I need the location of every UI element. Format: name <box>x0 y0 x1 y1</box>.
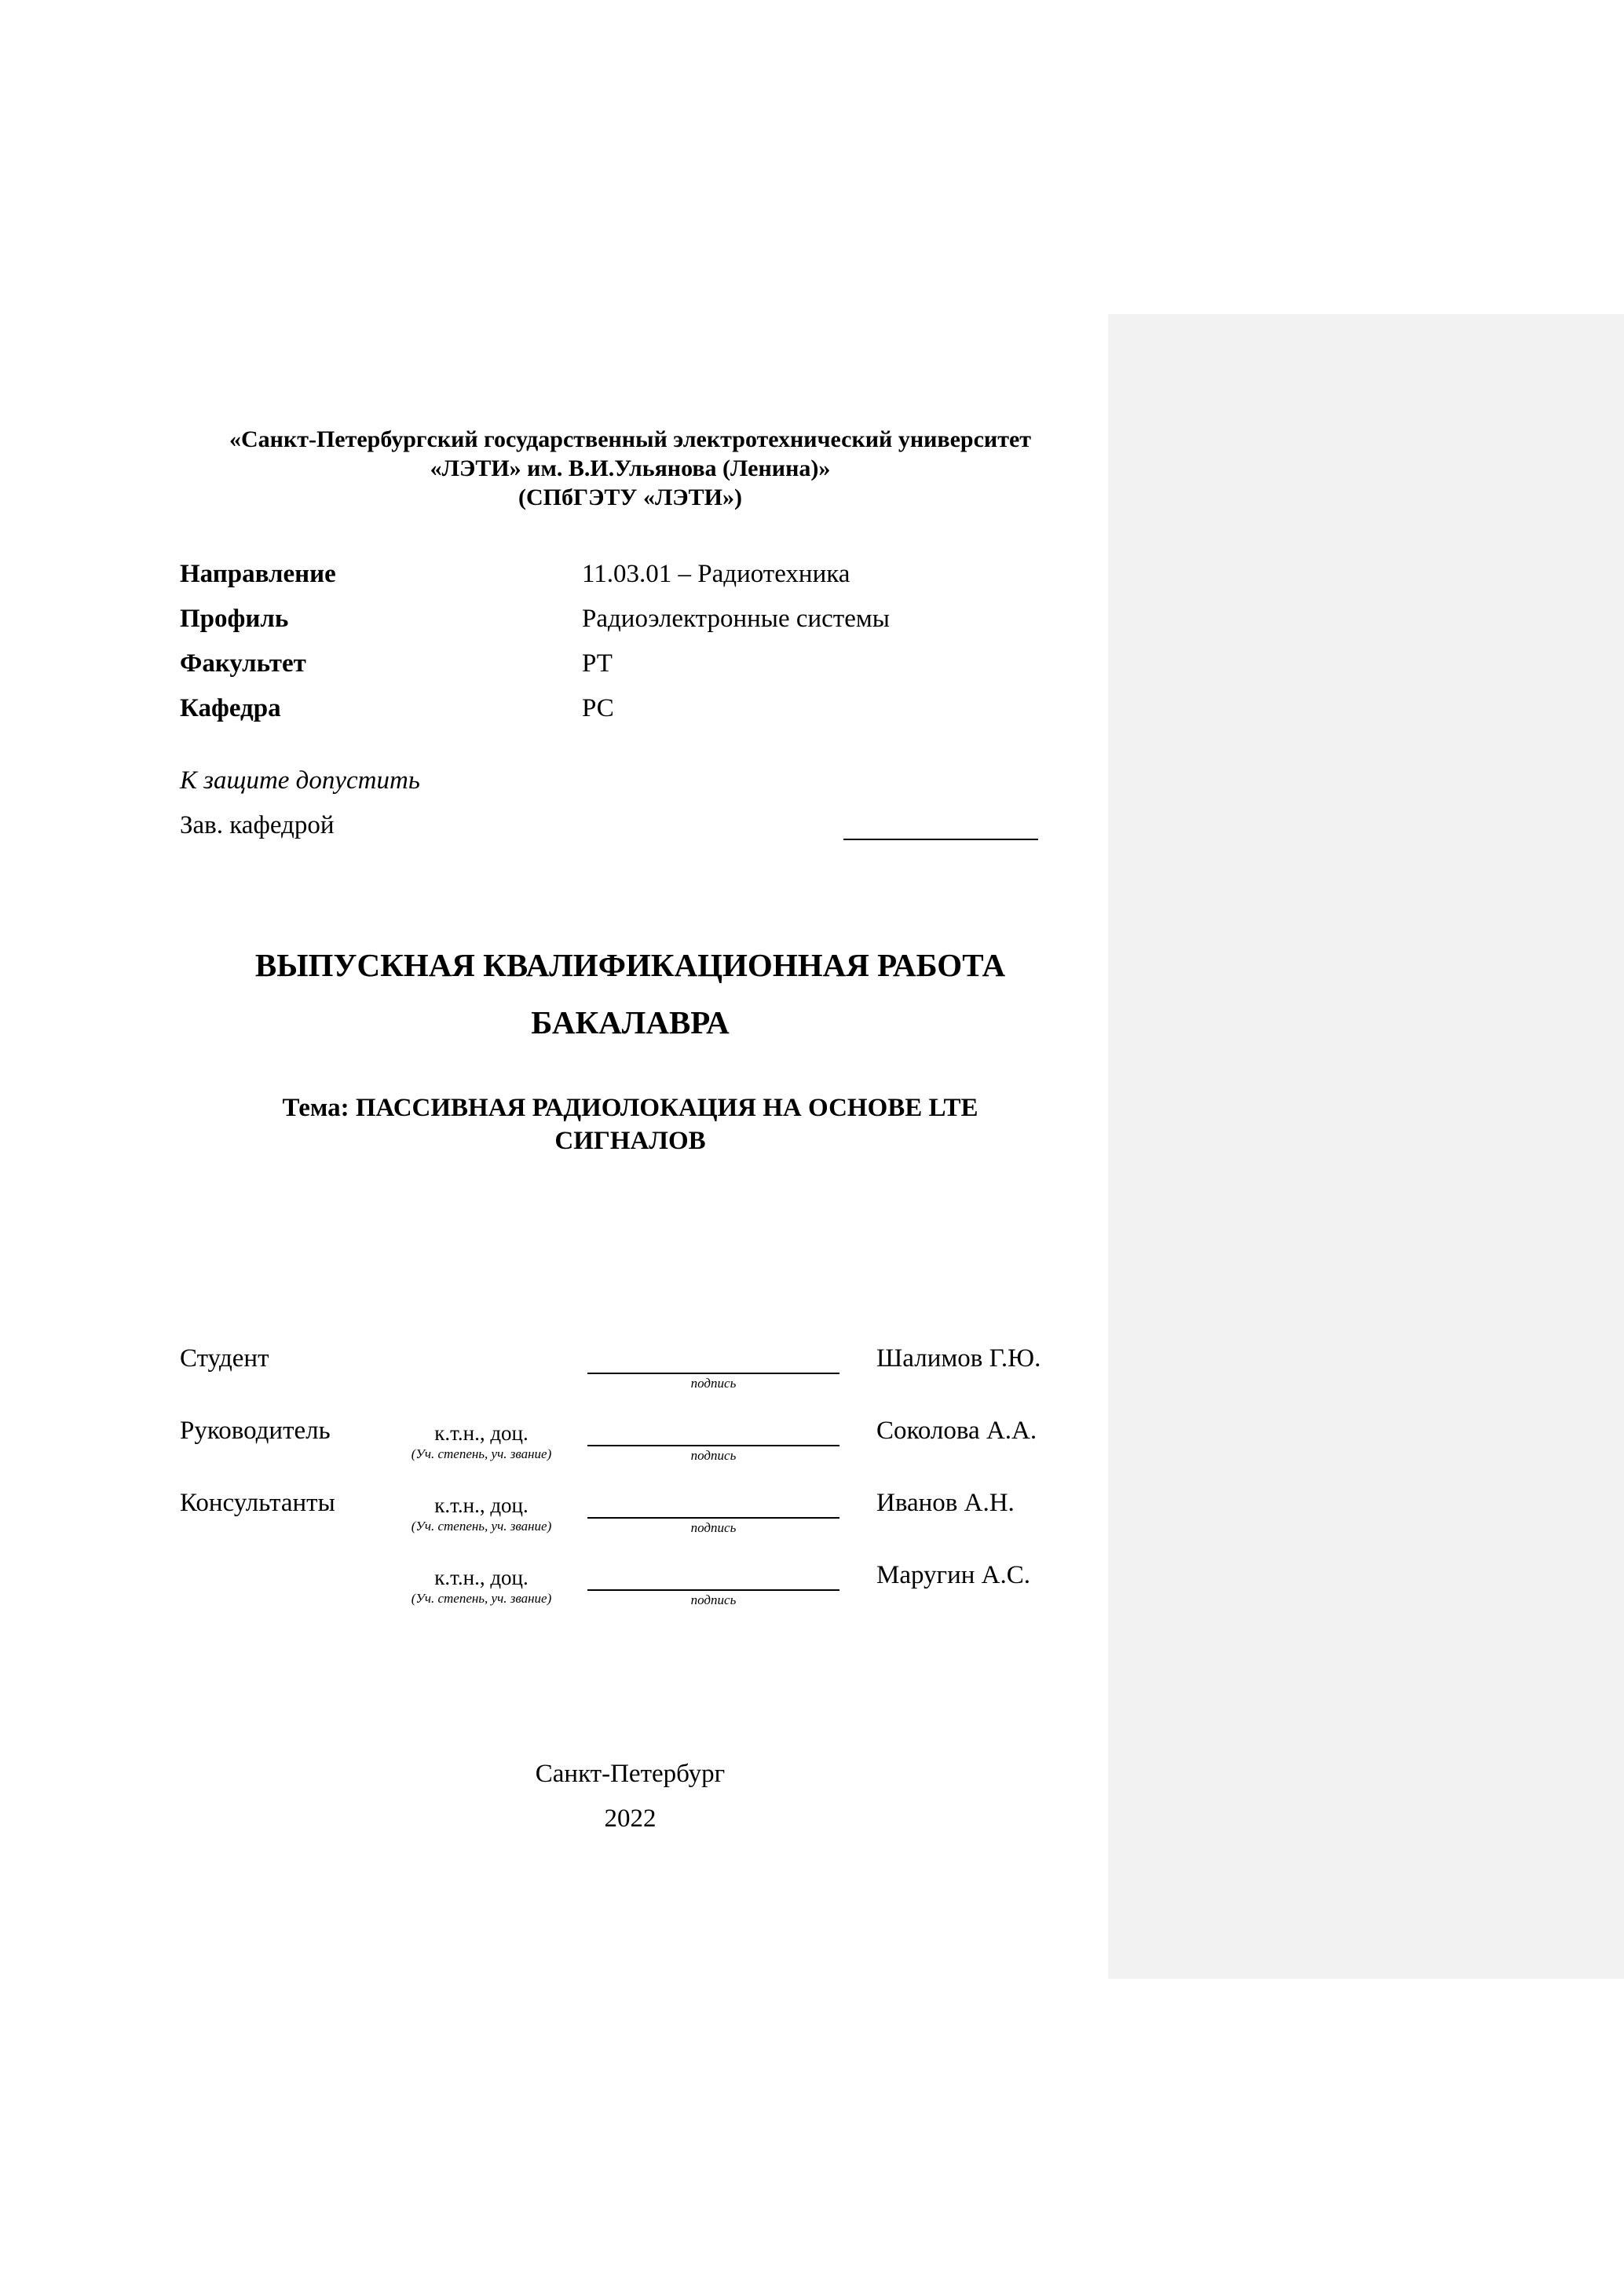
consultant-2-signature-line <box>587 1589 839 1591</box>
student-signature-line <box>587 1373 839 1374</box>
thesis-title-line-2: БАКАЛАВРА <box>531 1004 730 1040</box>
supervisor-degree: к.т.н., доц. <box>434 1421 529 1445</box>
direction-value: 11.03.01 – Радиотехника <box>582 560 850 588</box>
admit-to-defense: К защите допустить <box>180 766 420 795</box>
consultant-2-name: Маругин А.С. <box>876 1561 1031 1589</box>
student-name: Шалимов Г.Ю. <box>876 1344 1041 1373</box>
consultants-role: Консультанты <box>180 1489 335 1517</box>
profile-label: Профиль <box>180 605 289 633</box>
footer-year: 2022 <box>604 1804 657 1833</box>
consultant-1-degree-caption: (Уч. степень, уч. звание) <box>411 1519 552 1534</box>
head-signature-line <box>843 839 1038 840</box>
supervisor-signature-line <box>587 1445 839 1446</box>
comment-margin-panel <box>1108 314 1624 1979</box>
student-signature-caption: подпись <box>690 1376 737 1391</box>
supervisor-role: Руководитель <box>180 1417 331 1445</box>
consultant-1-name: Иванов А.Н. <box>876 1489 1015 1517</box>
university-line-3: (СПбГЭТУ «ЛЭТИ») <box>518 484 742 510</box>
student-role: Студент <box>180 1344 269 1373</box>
thesis-topic-line-1: Тема: ПАССИВНАЯ РАДИОЛОКАЦИЯ НА ОСНОВЕ LTE <box>282 1094 978 1122</box>
university-line-2: «ЛЭТИ» им. В.И.Ульянова (Ленина)» <box>430 455 831 481</box>
supervisor-signature-caption: подпись <box>690 1448 737 1463</box>
thesis-title-line-1: ВЫПУСКНАЯ КВАЛИФИКАЦИОННАЯ РАБОТА <box>254 947 1006 983</box>
consultant-2-signature-caption: подпись <box>690 1592 737 1607</box>
department-value: РС <box>582 694 614 722</box>
thesis-topic <box>157 1091 1103 1157</box>
consultant-2-degree: к.т.н., доц. <box>434 1566 529 1589</box>
profile-value: Радиоэлектронные системы <box>582 605 890 633</box>
university-line-1: «Санкт-Петербургский государственный электротехнический университет <box>229 426 1031 452</box>
consultant-2-degree-caption: (Уч. степень, уч. звание) <box>411 1591 552 1606</box>
direction-label: Направление <box>180 560 336 588</box>
department-label: Кафедра <box>180 694 281 722</box>
consultant-1-signature-line <box>587 1517 839 1519</box>
faculty-label: Факультет <box>180 649 306 678</box>
head-of-department-label: Зав. кафедрой <box>180 811 335 839</box>
faculty-value: РТ <box>582 649 613 678</box>
supervisor-name: Соколова А.А. <box>876 1417 1037 1445</box>
thesis-topic-line-2: СИГНАЛОВ <box>554 1127 706 1155</box>
supervisor-degree-caption: (Уч. степень, уч. звание) <box>411 1446 552 1461</box>
footer-city: Санкт-Петербург <box>535 1760 726 1788</box>
consultant-1-signature-caption: подпись <box>690 1520 737 1535</box>
consultant-1-degree: к.т.н., доц. <box>434 1493 529 1517</box>
university-header <box>157 425 1103 512</box>
